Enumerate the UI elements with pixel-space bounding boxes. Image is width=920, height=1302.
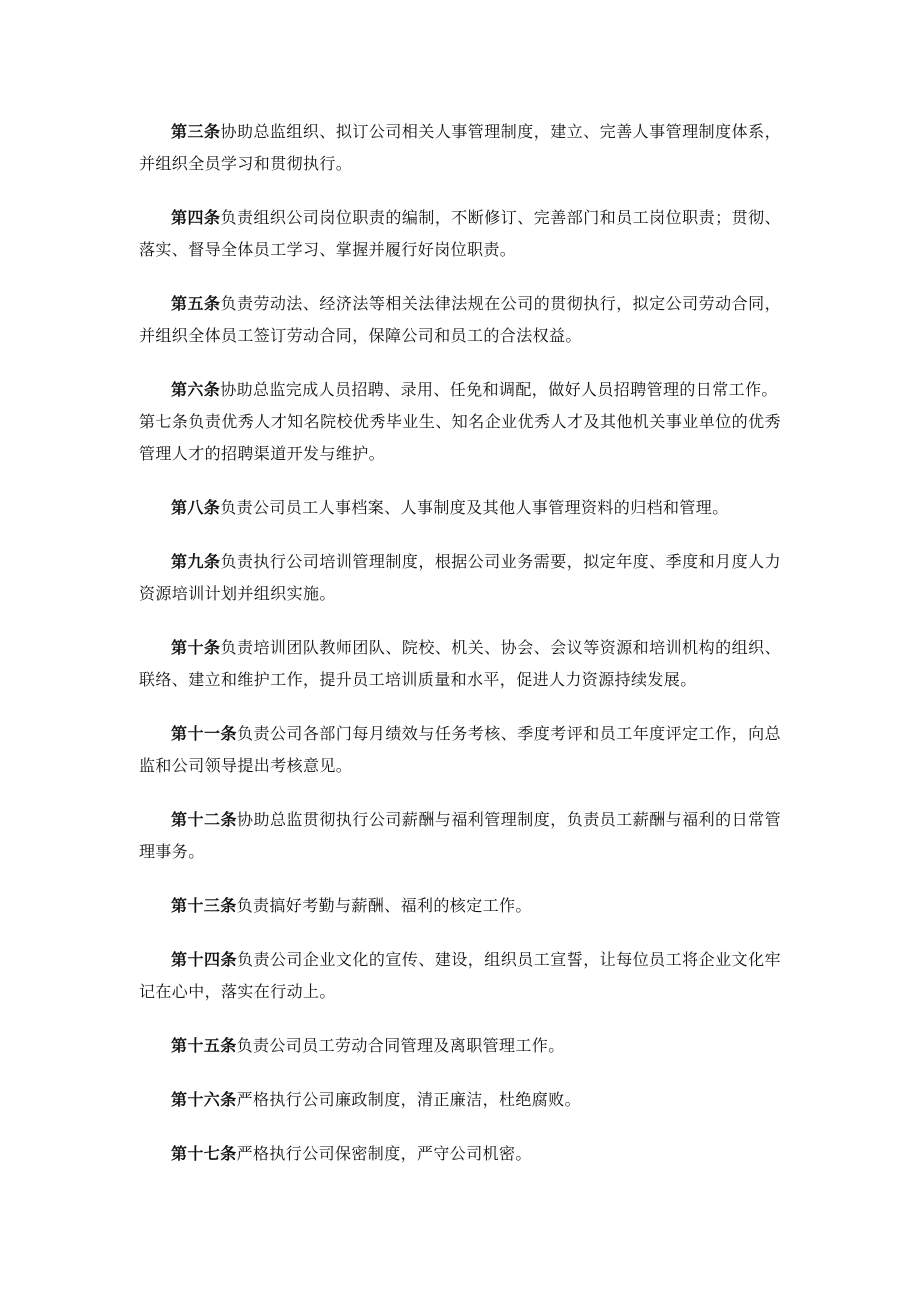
article-number: 第三条 (171, 122, 221, 141)
article-text: 负责培训团队教师团队、院校、机关、协会、会议等资源和培训机构的组织、联络、建立和维护工作，提升员工培训质量和水平，促进人力资源持续发展。 (139, 638, 781, 689)
article-17 (139, 1138, 781, 1170)
article-9 (139, 546, 781, 610)
article-text: 负责执行公司培训管理制度，根据公司业务需要，拟定年度、季度和月度人力资源培训计划并组织实施。 (139, 552, 781, 603)
article-text: 负责组织公司岗位职责的编制，不断修订、完善部门和员工岗位职责；贯彻、落实、督导全体员工学习、掌握并履行好岗位职责。 (139, 208, 781, 259)
article-6 (139, 374, 781, 406)
article-number: 第十条 (171, 638, 221, 657)
article-4 (139, 202, 781, 266)
article-text: 严格执行公司廉政制度，清正廉洁，杜绝腐败。 (236, 1090, 582, 1109)
article-number: 第十二条 (171, 810, 237, 829)
article-text: 负责搞好考勤与薪酬、福利的核定工作。 (236, 896, 532, 915)
article-12 (139, 804, 781, 868)
article-14 (139, 944, 781, 1008)
article-10 (139, 632, 781, 696)
article-number: 第十六条 (171, 1090, 237, 1109)
article-text: 第七条负责优秀人才知名院校优秀毕业生、知名企业优秀人才及其他机关事业单位的优秀管理人才的招聘渠道开发与维护。 (139, 412, 781, 463)
article-text: 负责公司各部门每月绩效与任务考核、季度考评和员工年度评定工作，向总监和公司领导提出考核意见。 (139, 724, 782, 775)
article-number: 第十七条 (171, 1144, 237, 1163)
article-text: 严格执行公司保密制度，严守公司机密。 (236, 1144, 532, 1163)
article-15 (139, 1030, 781, 1062)
article-number: 第十一条 (171, 724, 237, 743)
article-number: 第十四条 (171, 950, 237, 969)
article-text: 负责公司员工人事档案、人事制度及其他人事管理资料的归档和管理。 (220, 498, 729, 517)
article-3 (139, 116, 781, 180)
document-page (139, 116, 781, 1192)
article-13 (139, 890, 781, 922)
article-number: 第九条 (171, 552, 221, 571)
article-text: 协助总监完成人员招聘、录用、任免和调配，做好人员招聘管理的日常工作。 (220, 380, 778, 399)
article-number: 第四条 (171, 208, 221, 227)
article-text: 负责公司员工劳动合同管理及离职管理工作。 (236, 1036, 565, 1055)
article-text: 负责劳动法、经济法等相关法律法规在公司的贯彻执行，拟定公司劳动合同，并组织全体员工签订劳动合同，保障公司和员工的合法权益。 (139, 294, 781, 345)
article-text: 协助总监贯彻执行公司薪酬与福利管理制度，负责员工薪酬与福利的日常管理事务。 (139, 810, 782, 861)
article-number: 第六条 (171, 380, 221, 399)
article-number: 第八条 (171, 498, 221, 517)
article-11 (139, 718, 781, 782)
article-number: 第十五条 (171, 1036, 237, 1055)
article-16 (139, 1084, 781, 1116)
article-7 (139, 406, 781, 470)
article-number: 第五条 (171, 294, 221, 313)
article-text: 负责公司企业文化的宣传、建设，组织员工宣誓，让每位员工将企业文化牢记在心中，落实在行动上。 (139, 950, 782, 1001)
article-text: 协助总监组织、拟订公司相关人事管理制度，建立、完善人事管理制度体系，并组织全员学习和贯彻执行。 (139, 122, 781, 173)
article-8 (139, 492, 781, 524)
article-number: 第十三条 (171, 896, 237, 915)
article-5 (139, 288, 781, 352)
